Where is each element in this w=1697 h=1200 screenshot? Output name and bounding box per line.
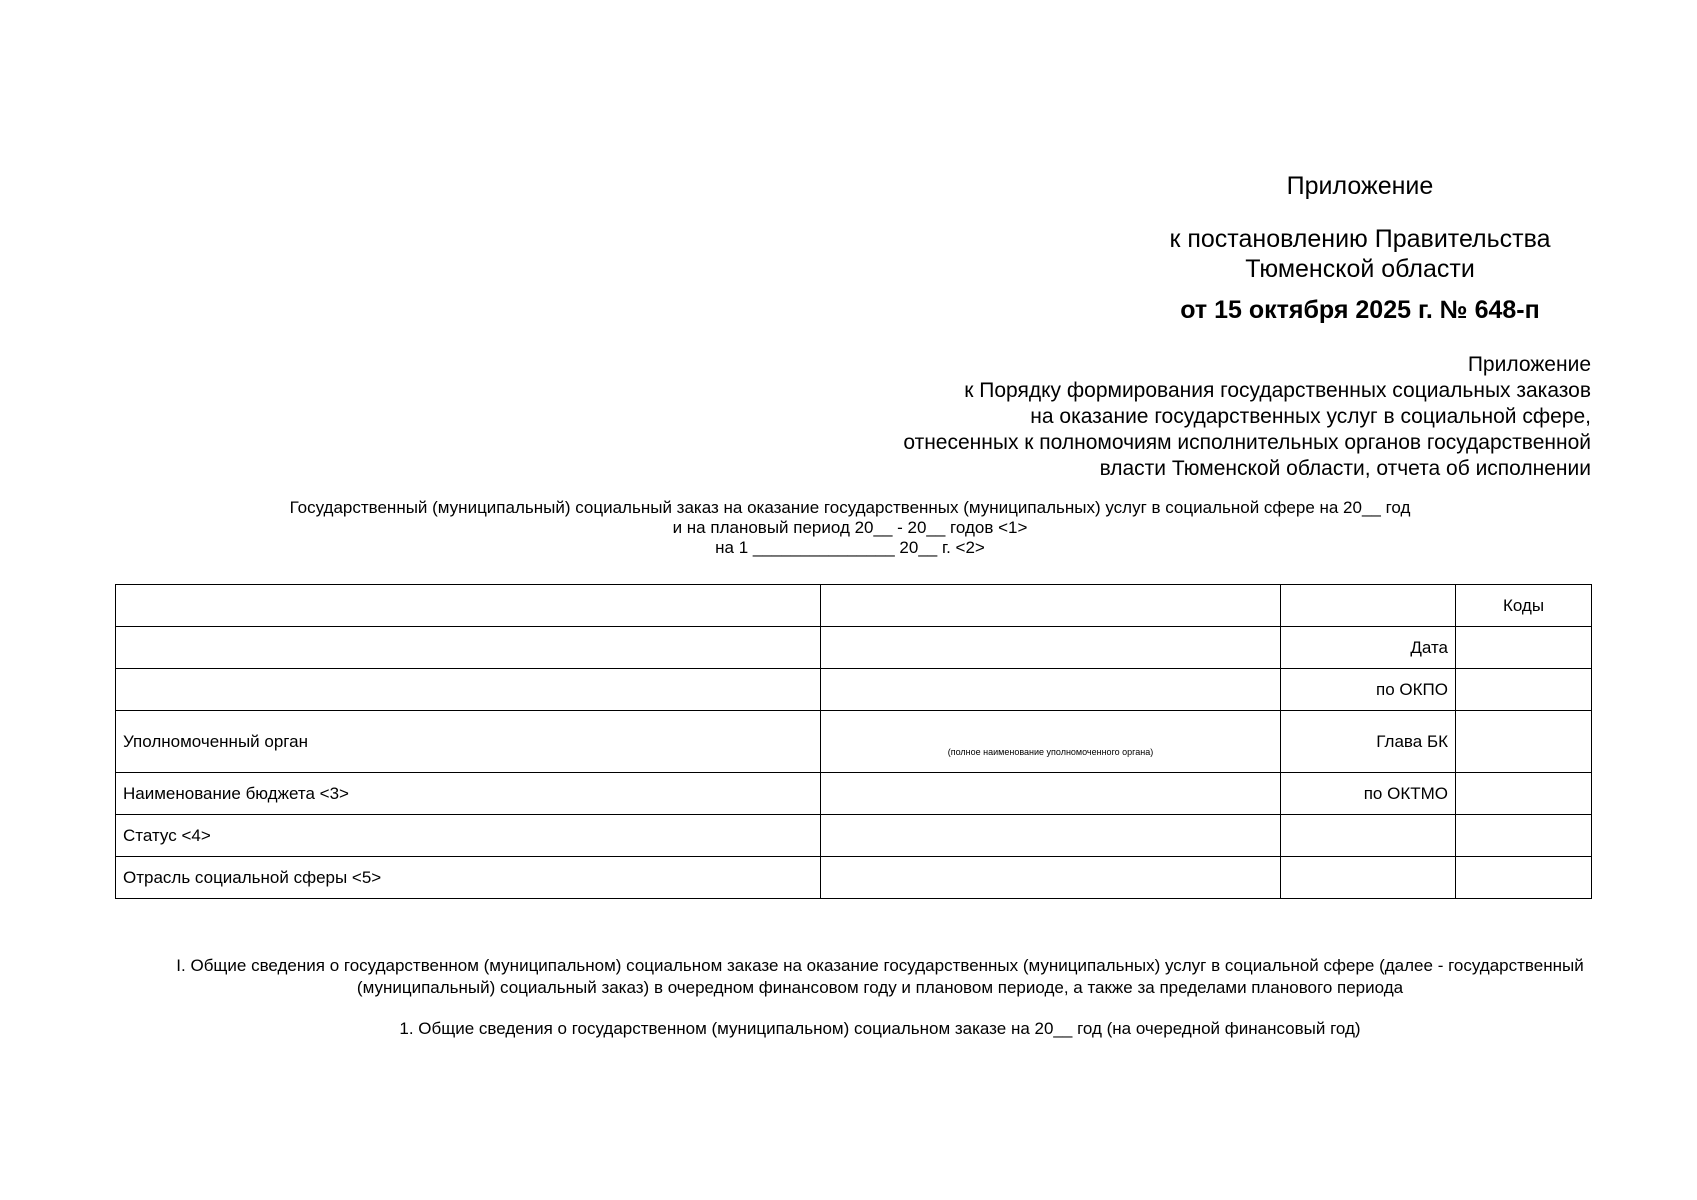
form-title-line: и на плановый период 20__ - 20__ годов <1> [672,518,1028,537]
code-value [1456,815,1592,857]
table-row [116,669,1592,711]
code-value [1456,711,1592,773]
code-value [1456,627,1592,669]
attachment-order-block [691,352,1591,482]
table-cell [821,585,1281,627]
form-title-line: на 1 _______________ 20__ г. <2> [715,538,985,557]
form-title [150,498,1550,558]
code-value [1456,773,1592,815]
authority-name-note: (полное наименование уполномоченного органа) [947,746,1154,757]
attachment-order-line: к Порядку формирования государственных социальных заказов [964,379,1591,402]
table-row [116,815,1592,857]
row-label: Наименование бюджета <3> [116,773,821,815]
section-1-line2: (муниципальный) социальный заказ) в очередном финансовом году и плановом периоде, а также за пределами планового периода [356,978,1404,997]
code-label: по ОКТМО [1281,773,1456,815]
table-cell [1281,585,1456,627]
attachment-main-block [1130,170,1590,326]
attachment-order-line: Приложение [1467,353,1591,376]
form-title-line: Государственный (муниципальный) социальный заказ на оказание государственных (муниципальных) услуг в социальной сфере на 20__ год [289,498,1411,517]
row-label [116,669,821,711]
attachment-main-date-number: от 15 октября 2025 г. № 648-п [1180,296,1540,324]
code-label: Дата [1281,627,1456,669]
row-middle [821,627,1281,669]
attachment-main-line1: к постановлению Правительства [1169,225,1551,253]
attachment-order-line: на оказание государственных услуг в социальной сфере, [1030,405,1591,428]
row-middle [821,711,1281,773]
table-row [116,585,1592,627]
row-label [116,627,821,669]
attachment-main-line2: Тюменской области [1245,255,1475,283]
row-middle [821,669,1281,711]
row-label: Уполномоченный орган [116,711,821,773]
row-middle [821,773,1281,815]
code-label [1281,815,1456,857]
section-1-heading [115,955,1645,999]
table-row [116,711,1592,773]
row-middle [821,857,1281,899]
section-1-line1: I. Общие сведения о государственном (муниципальном) социальном заказе на оказание государственных (муниципальных) услуг в социальной сфере (далее - государственный [176,956,1584,975]
row-label: Отрасль социальной сферы <5> [116,857,821,899]
section-1-1-heading: 1. Общие сведения о государственном (муниципальном) социальном заказе на 20__ год (на очередной финансовый год) [399,1019,1361,1038]
code-label: Глава БК [1281,711,1456,773]
code-value [1456,857,1592,899]
code-label [1281,857,1456,899]
header-table [115,584,1592,899]
table-row [116,773,1592,815]
code-value [1456,669,1592,711]
row-middle [821,815,1281,857]
code-label: по ОКПО [1281,669,1456,711]
attachment-main-label: Приложение [1286,172,1434,200]
attachment-order-line: отнесенных к полномочиям исполнительных органов государственной [903,431,1591,454]
table-row [116,857,1592,899]
attachment-order-line: власти Тюменской области, отчета об исполнении [1099,457,1591,480]
codes-header: Коды [1456,585,1592,627]
row-label: Статус <4> [116,815,821,857]
table-row [116,627,1592,669]
table-cell [116,585,821,627]
